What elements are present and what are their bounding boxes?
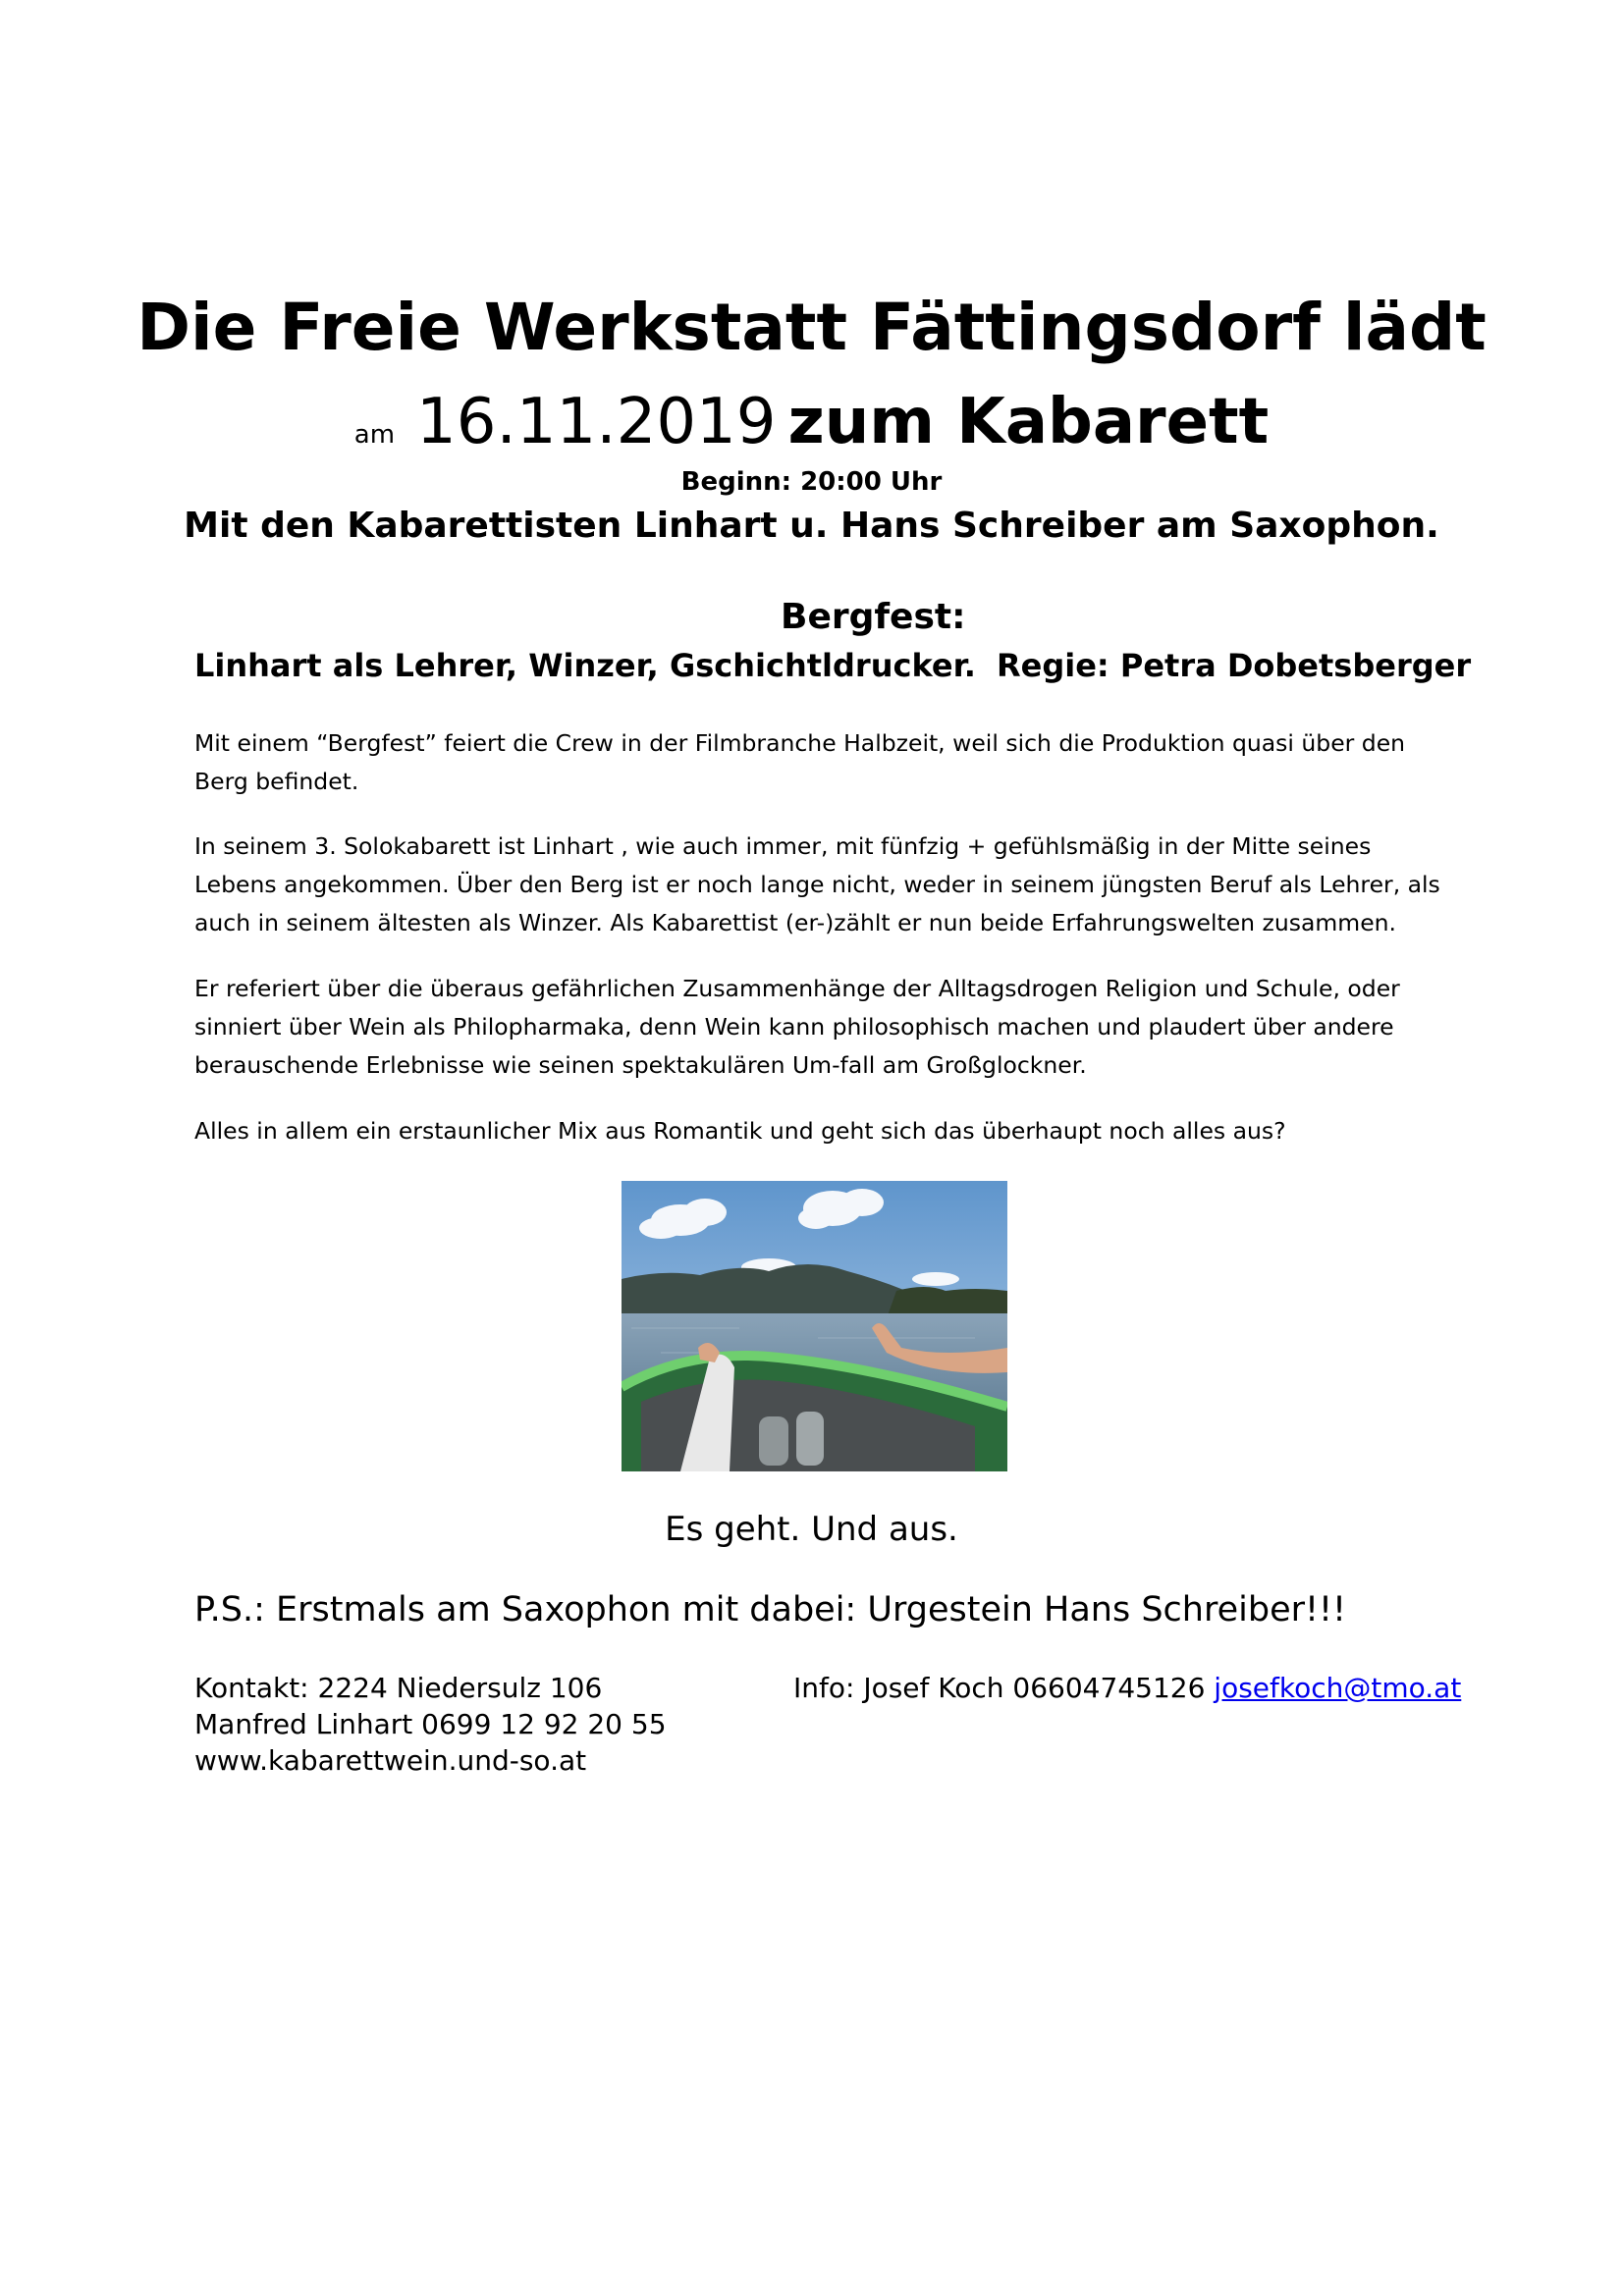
lake-photo xyxy=(622,1181,1007,1471)
contact-phone: Manfred Linhart 0699 12 92 20 55 xyxy=(194,1708,667,1740)
contact-block xyxy=(194,1670,667,1779)
email-link[interactable]: josefkoch@tmo.at xyxy=(1214,1672,1462,1704)
headline: Die Freie Werkstatt Fättingsdorf lädt xyxy=(136,290,1487,365)
performers-line: Mit den Kabarettisten Linhart u. Hans Schreiber am Saxophon. xyxy=(184,506,1439,546)
contact-address: Kontakt: 2224 Niedersulz 106 xyxy=(194,1672,603,1704)
info-block xyxy=(793,1670,1461,1706)
date-prefix: am xyxy=(353,420,396,450)
roles-line: Linhart als Lehrer, Winzer, Gschichtldrucker. xyxy=(194,647,976,684)
photo-caption: Es geht. Und aus. xyxy=(665,1510,958,1549)
paragraph: Mit einem “Bergfest” feiert die Crew in der Filmbranche Halbzeit, weil sich die Produktion quasi über den Berg befindet. xyxy=(194,729,1406,795)
director-line: Regie: Petra Dobetsberger xyxy=(997,647,1472,684)
paragraph: In seinem 3. Solokabarett ist Linhart , wie auch immer, mit fünfzig + gefühlsmäßig in der Mitte seines Lebens angekommen. Über den Berg ist er noch lange nicht, weder in seinem jüngsten Beruf als Lehrer, als auch in seinem ältesten als Winzer. Als Kabarettist (er-)zählt er nun beide Erfahrungswelten zusammen. xyxy=(194,832,1440,936)
paragraph: Alles in allem ein erstaunlicher Mix aus Romantik und geht sich das überhaupt noch alles aus? xyxy=(194,1117,1286,1145)
paragraph: Er referiert über die überaus gefährlichen Zusammenhänge der Alltagsdrogen Religion und Schule, oder sinniert über Wein als Philopharmaka, denn Wein kann philosophisch machen und plaudert über andere berauschende Erlebnisse wie seinen spektakulären Um-fall am Großglockner. xyxy=(194,975,1400,1079)
date-line xyxy=(0,386,1623,458)
event-date: 16.11.2019 xyxy=(416,386,777,458)
postscript: P.S.: Erstmals am Saxophon mit dabei: Urgestein Hans Schreiber!!! xyxy=(194,1590,1347,1629)
event-type: zum Kabarett xyxy=(787,386,1270,458)
contact-website: www.kabarettwein.und-so.at xyxy=(194,1744,587,1777)
info-contact: Info: Josef Koch 06604745126 xyxy=(793,1672,1206,1704)
program-title: Bergfest: xyxy=(781,597,966,637)
start-time: Beginn: 20:00 Uhr xyxy=(680,467,943,497)
